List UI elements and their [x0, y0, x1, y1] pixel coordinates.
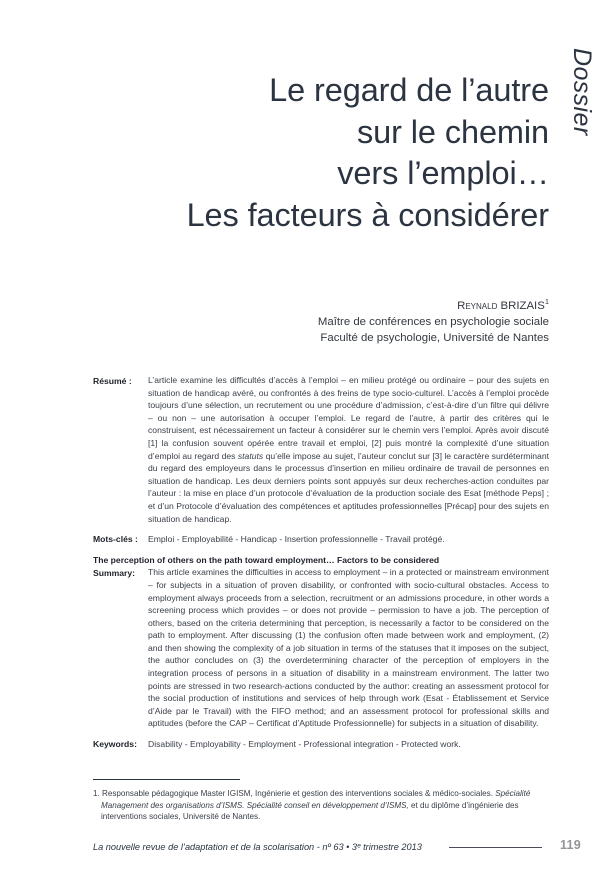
title-line-1: Le regard de l’autre: [269, 72, 549, 108]
footnote-italic-1: Spécialité Management des organisations d’ISMS. Spécialité conseil en développement d’ISMS,: [101, 789, 531, 810]
keywords-en-row: [93, 738, 549, 751]
abstract-area: [93, 374, 549, 751]
keywords-en-value: Disability - Employability - Employment - Professional integration - Protected work.: [148, 738, 461, 749]
title-line-3: vers l’emploi…: [337, 155, 549, 191]
author-name-text: Reynald BRIZAIS: [457, 300, 545, 312]
footnote-part-2: et du diplôme d’ingénierie des interventions sociales, Université de Nantes.: [101, 800, 519, 822]
author-affiliation-1: Maître de conférences en psychologie sociale: [317, 316, 549, 329]
abstract-fr-part-1: L’article examine les difficultés d’accès à l’emploi – en milieu protégé ou ordinaire – pour des sujets en situation de handicap avéré, ou confrontés à des freins de type socio-culturel. L’accès à l’emploi procède toujours d’une sélection, un recrutement ou une procédure d’admission, c’est-à-dire d’un filtre qui délivre – ou non – une autorisation à occuper l’emploi. Le regard de l’autre, à partir des critères qui le construisent, est nécessairement un facteur à considérer sur le chemin vers l’emploi. Après avoir discuté [1] la confusion souvent opérée entre travail et emploi, [2] puis montré la complexité d’une situation d’emploi au regard des: [148, 375, 549, 461]
abstract-fr-label: Résumé :: [93, 375, 132, 386]
keywords-en-label: Keywords:: [93, 739, 137, 750]
author-footnote-marker: 1: [544, 297, 549, 307]
abstract-en-text: This article examines the difficulties in access to employment – in a protected or mainstream environment – for subjects in a situation of proven disability, or confronted with socio-cultural obstacles. Access to employment always proceeds from a selection, recruitment or an admissions procedure, in other words a screening process which provides – or does not provide – permission to have a job. The perception of others, based on the criteria determining that perception, is necessarily a factor to be considered on the path to employment. After discussing (1) the confusion often made between work and employment, (2) and then showing the complexity of a job situation in terms of the statuses that it imposes on the subject, the author concludes on (3) the overdetermining character of the perception of employers in the integration process of persons in a situation of disability in a mainstream environment. The latter two points are stressed in two research-actions conducted by the author: creating an assessment protocol for the social production of institutions and services of help through work (Esat - Établissement et Service d’Aide par le Travail) with the FIFO method; and an assessment protocol for professional skills and aptitudes (before the CAP – Certificat d’Aptitude Professionnelle) for subjects in a situation of disability.: [148, 567, 549, 729]
author-block: [120, 298, 549, 347]
footnote-text: [93, 788, 557, 823]
footnote-separator: [93, 779, 240, 780]
english-title: The perception of others on the path toward employment… Factors to be considered: [93, 554, 440, 565]
section-label-dossier: Dossier: [568, 48, 596, 136]
abstract-fr-text: [148, 374, 549, 525]
page-number: 119: [560, 838, 581, 852]
keywords-fr-row: [93, 533, 549, 546]
abstract-fr-part-2: qu’elle impose au sujet, l’auteur conclut sur [3] le caractère surdéterminant du regard des employeurs dans le processus d’insertion en milieu ordinaire de travail de personnes en situation de handicap. Les deux derniers points sont appuyés sur deux recherches-action conduites par l’auteur : la mise en place d’un protocole d’évaluation de la production sociale des Esat [méthode Peps] ; et d’un Protocole d’évaluation des compétences et aptitudes professionnelles [Précap] pour des sujets en situation de handicap.: [148, 450, 550, 524]
footnote-part-1: Responsable pédagogique Master IGISM, Ingénierie et gestion des interventions sociales & médico-sociales.: [99, 789, 496, 798]
title-line-4: Les facteurs à considérer: [186, 196, 549, 233]
keywords-fr-value: Emploi - Employabilité - Handicap - Insertion professionnelle - Travail protégé.: [148, 533, 445, 544]
abstract-en-row: [93, 566, 549, 730]
footnote-marker: 1.: [93, 789, 100, 798]
abstract-fr-row: [93, 374, 549, 525]
title-line-2: sur le chemin: [357, 113, 549, 150]
footer-journal-line: La nouvelle revue de l’adaptation et de la scolarisation - nº 63 • 3ᵉ trimestre 2013: [93, 842, 422, 852]
footer-rule: [449, 847, 542, 848]
page-title: [60, 70, 549, 236]
keywords-fr-label: Mots-clés :: [93, 534, 138, 545]
abstract-en-label: Summary:: [93, 567, 136, 578]
author-affiliation-2: Faculté de psychologie, Université de Nantes: [320, 332, 549, 345]
abstract-fr-italic-1: statuts: [237, 450, 264, 461]
author-name: [120, 298, 549, 314]
